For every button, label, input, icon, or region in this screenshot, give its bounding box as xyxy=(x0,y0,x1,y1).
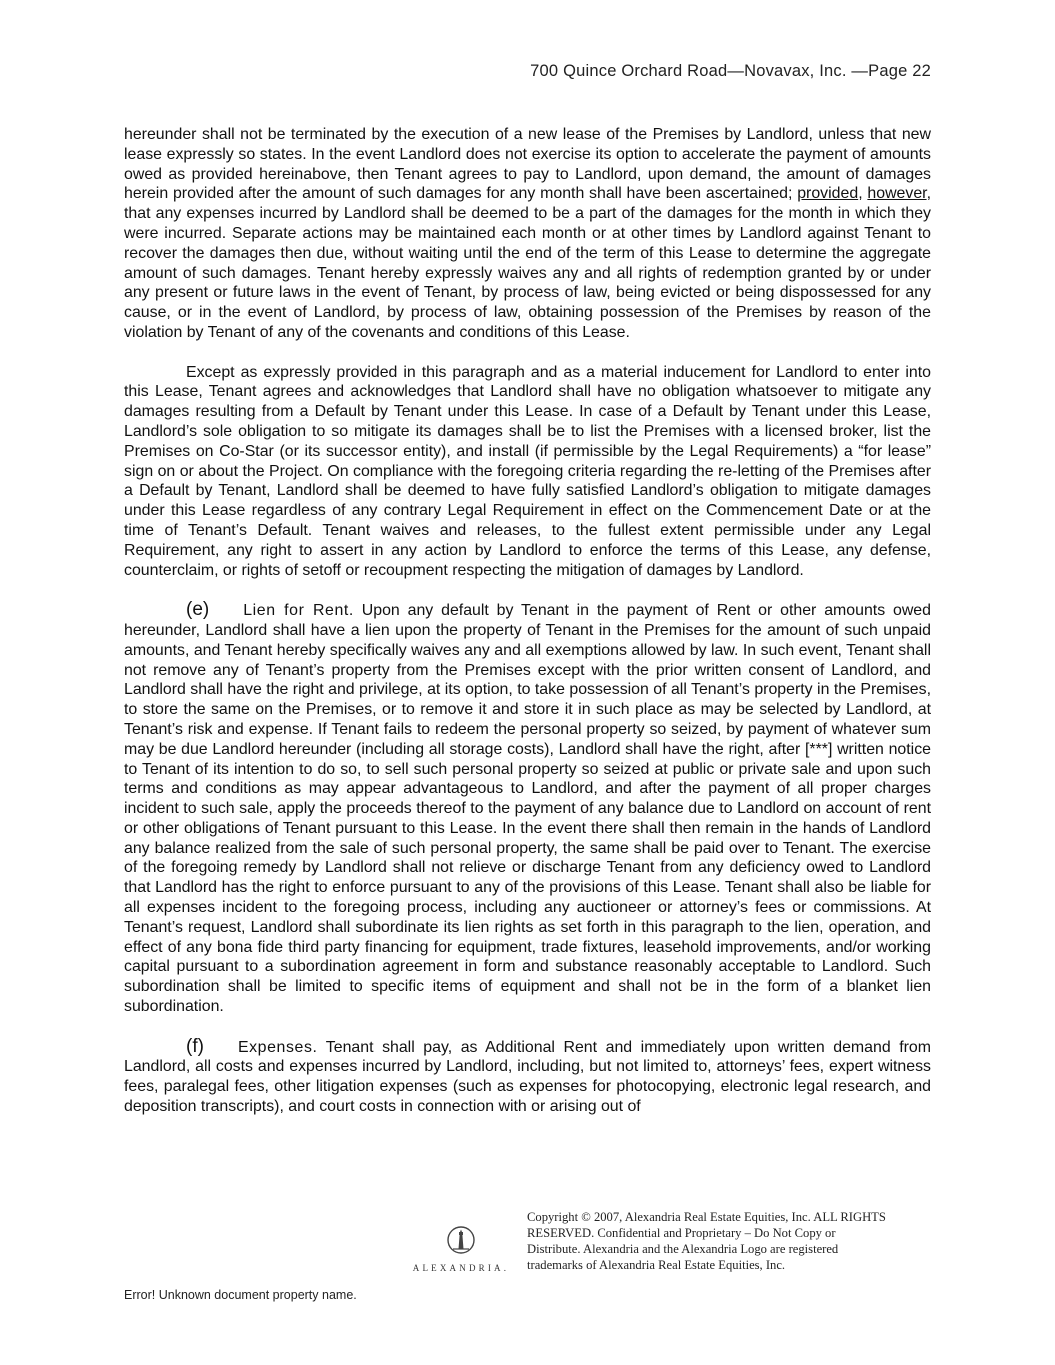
provided-term: provided xyxy=(797,185,859,203)
section-text: Tenant shall pay, as Additional Rent and immediately upon written demand from Landlord, all costs and expenses incurred by Landlord, including, but not limited to, attorneys’ fees, expert witness fees, paralegal fees, other litigation expenses (such as expenses for photocopying, electronic legal research, and deposition transcripts), and court costs in connection with or arising out of xyxy=(124,1038,931,1116)
however-term: however xyxy=(867,185,927,203)
paragraph-mitigation: Except as expressly provided in this paragraph and as a material inducement for Landlord to enter into this Lease, Tenant agrees and acknowledges that Landlord shall have no obligation whatsoever to mitigate any damages resulting from a Default by Tenant under this Lease. In case of a Default by Tenant under this Lease, Landlord’s sole obligation to so mitigate its damages shall be to list the Premises with a licensed broker, list the Premises on Co-Star (or its successor entity), and install (if permissible by the Legal Requirements) a “for lease” sign on or about the Project. On compliance with the foregoing criteria regarding the re-letting of the Premises after a Default by Tenant, Landlord shall be deemed to have fully satisfied Landlord’s obligation to mitigate damages under this Lease regardless of any contrary Legal Requirement in effect on the Commencement Date or at the time of Tenant’s Default. Tenant waives and releases, to the fullest extent permissible under any Legal Requirement, any right to assert in any action by Landlord to enforce the terms of this Lease, any defense, counterclaim, or rights of setoff or recoupment respecting the mitigation of damages by Landlord. xyxy=(124,363,931,579)
section-f-expenses xyxy=(124,1037,931,1117)
page-header: 700 Quince Orchard Road—Novavax, Inc. —Page 22 xyxy=(530,62,931,80)
logo-wordmark: ALEXANDRIA. xyxy=(412,1263,510,1273)
alexandria-lighthouse-icon xyxy=(444,1226,478,1256)
section-marker: (e) xyxy=(186,599,210,621)
document-body xyxy=(124,125,931,1137)
section-e-lien-for-rent xyxy=(124,600,931,1017)
section-text: Upon any default by Tenant in the payment of Rent or other amounts owed hereunder, Landlord shall have a lien upon the property of Tenant in the Premises for the amount of such unpaid amounts, and Tenant hereby specifically waives any and all exemptions allowed by law. In such event, Tenant shall not remove any of Tenant’s property from the Premises except with the prior written consent of Landlord, and Landlord shall have the right and privilege, at its option, to take possession of all Tenant’s property in the Premises, to store the same on the Premises, or to remove it and store it in such place as may be selected by Landlord, at Tenant’s risk and expense. If Tenant fails to redeem the personal property so seized, by payment of whatever sum may be due Landlord hereunder (including all storage costs), Landlord shall have the right, after [***] written notice to Tenant of its intention to do so, to sell such personal property so seized at public or private sale and upon such terms and conditions as may appear advantageous to Landlord, and after the payment of all proper charges incident to such sale, apply the proceeds thereof to the payment of any balance due to Landlord on account of rent or other obligations of Tenant pursuant to this Lease. In the event there shall then remain in the hands of Landlord any balance realized from the sale of such personal property, the same shall be paid over to Tenant. The exercise of the foregoing remedy by Landlord shall not relieve or discharge Tenant from any deficiency owed to Landlord that Landlord has the right to enforce pursuant to any of the provisions of this Lease. Tenant shall also be liable for all expenses incident to the foregoing process, including any auctioneer or attorney’s fees or commissions. At Tenant’s request, Landlord shall subordinate its lien rights as set forth in this paragraph to the lien, operation, and effect of any bona fide third party financing for equipment, trade fixtures, leasehold improvements, and/or working capital pursuant to a subordination agreement in form and substance reasonably acceptable to Landlord. Such subordination shall be limited to specific items of equipment and shall not be in the form of a blanket lien subordination. xyxy=(124,602,931,1016)
section-marker: (f) xyxy=(186,1035,204,1057)
paragraph-continuation xyxy=(124,125,931,343)
paragraph-text: hereunder shall not be terminated by the execution of a new lease of the Premises by Landlord, unless that new lease expressly so states. In the event Landlord does not exercise its option to accelerate the payment of amounts owed as provided hereinabove, then Tenant agrees to pay to Landlord, upon demand, the amount of damages herein provided after the amount of such damages for any month shall have been ascertained; xyxy=(124,126,931,203)
error-field-text: Error! Unknown document property name. xyxy=(124,1288,357,1302)
section-heading: Lien for Rent. xyxy=(243,602,354,620)
comma: , xyxy=(858,185,868,203)
alexandria-logo xyxy=(405,1226,517,1273)
copyright-notice: Copyright © 2007, Alexandria Real Estate Equities, Inc. ALL RIGHTS RESERVED. Confidential and Proprietary – Do Not Copy or Distribute. Alexandria and the Alexandria Logo are registered trademarks of Alexandria Real Estate Equities, Inc. xyxy=(527,1210,886,1272)
paragraph-text: , that any expenses incurred by Landlord shall be deemed to be a part of the damages for the month in which they were incurred. Separate actions may be maintained each month or at other times by Landlord against Tenant to recover the damages then due, without waiting until the end of the term of this Lease to determine the aggregate amount of such damages. Tenant hereby expressly waives any and all rights of redemption granted by or under any present or future laws in the event of Tenant, by process of law, being evicted or being dispossessed for any cause, or in the event of Landlord, by process of law, obtaining possession of the Premises by reason of the violation by Tenant of any of the covenants and conditions of this Lease. xyxy=(124,185,931,341)
section-heading: Expenses. xyxy=(237,1038,318,1056)
